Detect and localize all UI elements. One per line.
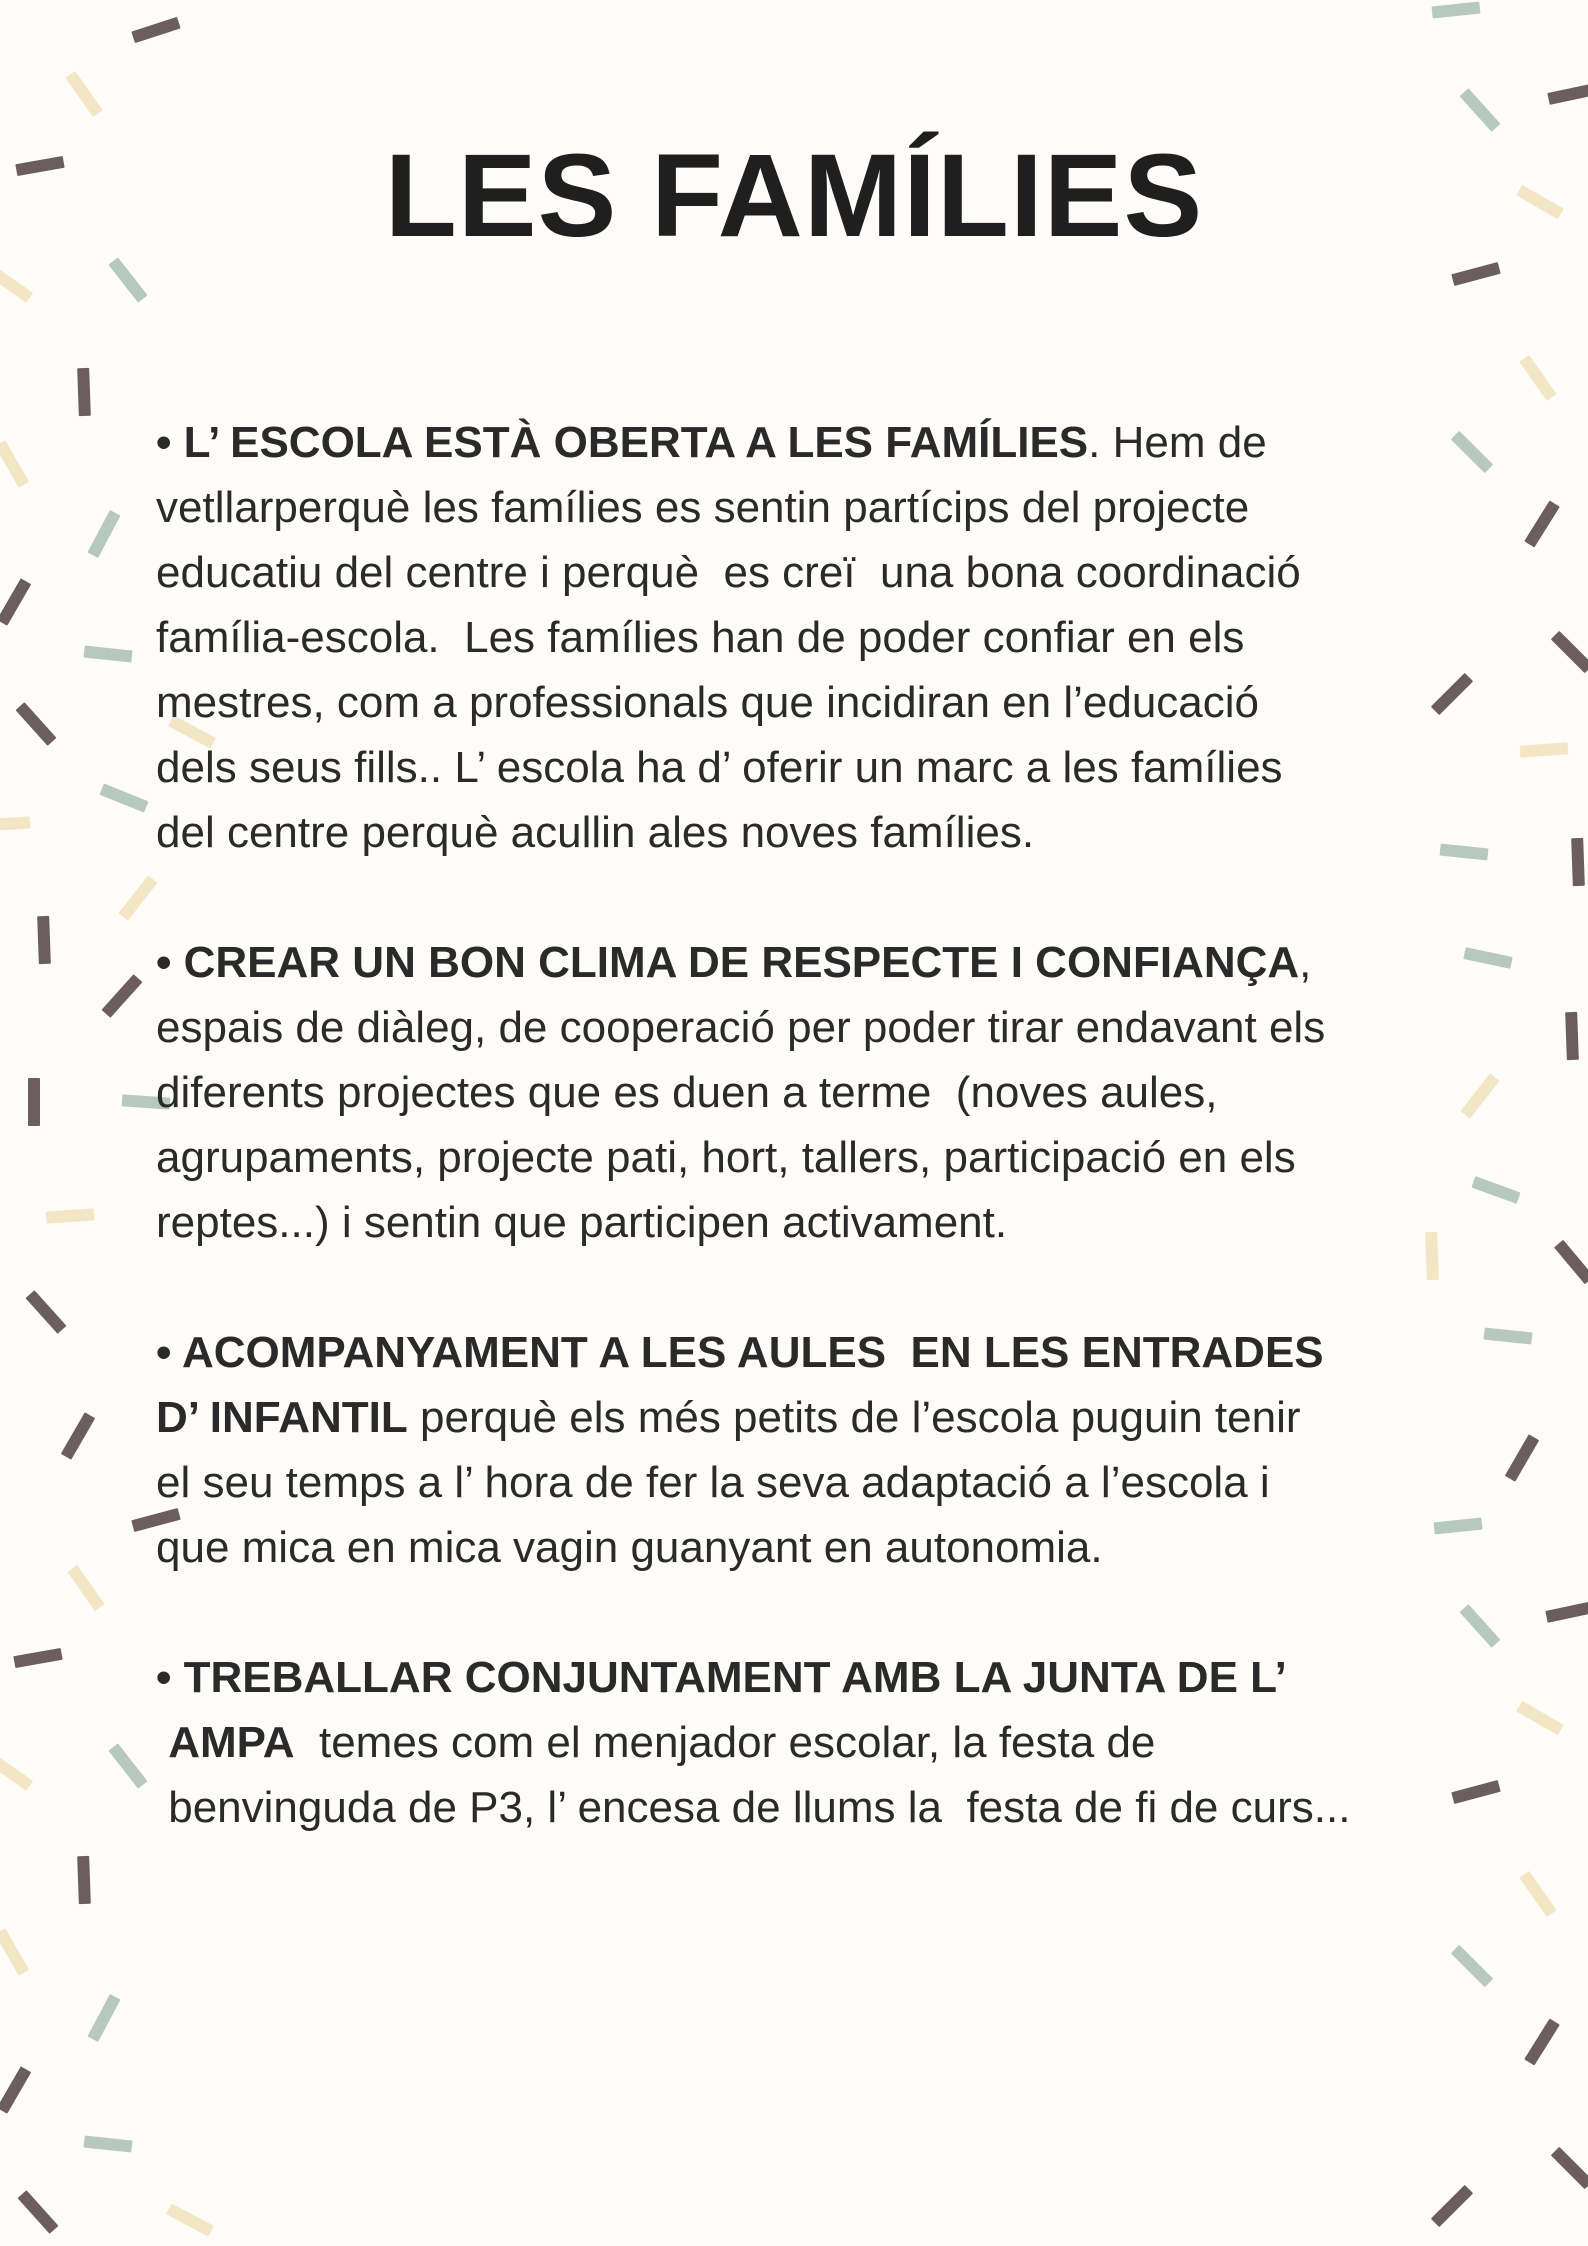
confetti-dash [1460,1073,1499,1118]
confetti-dash [1459,88,1500,132]
confetti-dash [1451,262,1500,286]
confetti-dash [1519,1871,1556,1917]
paragraph-lead: • TREBALLAR CONJUNTAMENT AMB LA JUNTA DE L’ AMPA [156,1653,1287,1767]
confetti-dash [46,1208,95,1223]
confetti-dash [166,2203,214,2236]
confetti-dash [17,2190,58,2234]
confetti-dash [84,2136,133,2153]
confetti-dash [1554,1240,1588,1284]
confetti-dash [108,257,147,302]
paragraph-classroom-support [156,1320,1456,1580]
confetti-dash [25,1290,66,1334]
paragraph-ampa-work [156,1645,1456,1840]
confetti-dash [13,1648,62,1668]
confetti-dash [1484,1328,1533,1345]
confetti-dash [84,646,133,663]
confetti-dash [0,1753,33,1790]
confetti-dash [0,440,29,488]
confetti-dash [0,2066,31,2114]
confetti-dash [1459,1604,1500,1648]
confetti-dash [28,1078,40,1126]
confetti-dash [1451,1945,1493,1987]
confetti-dash [118,875,157,920]
confetti-dash [108,1743,147,1788]
confetti-dash [1463,947,1512,969]
confetti-dash [1519,355,1556,401]
confetti-dash [1520,742,1569,757]
confetti-dash [67,1565,104,1611]
paragraph-lead: • L’ ESCOLA ESTÀ OBERTA A LES FAMÍLIES [156,418,1089,467]
confetti-dash [65,71,102,117]
paragraph-lead: • ACOMPANYAMENT A LES AULES EN LES ENTRADES D’ INFANTIL [156,1328,1324,1442]
confetti-dash [61,1412,95,1460]
confetti-dash [1551,2147,1588,2189]
confetti-dash [101,974,142,1018]
confetti-dash [1524,2018,1560,2065]
paragraph-respect-climate [156,930,1456,1255]
paragraph-text: . Hem de vetllarperquè les famílies es sentin partícips del projecte educatiu del centre i perquè es creï una bona coordinació família-escola. Les famílies han de poder confiar en els mestres, com a professionals que incidiran en l’educació dels seus fills.. L’ escola ha d’ oferir un marc a les famílies del centre perquè acullin ales noves famílies. [156,418,1301,857]
paragraph-list [156,410,1456,1840]
confetti-dash [99,783,148,812]
paragraph-lead: • CREAR UN BON CLIMA DE RESPECTE I CONFIANÇA [156,938,1300,987]
confetti-dash [77,368,91,416]
page-title: LES FAMÍLIES [384,130,1204,262]
confetti-dash [1432,2,1481,19]
confetti-dash [1471,1176,1520,1204]
confetti-dash [1571,838,1585,886]
confetti-dash [37,916,51,964]
confetti-dash [1431,2185,1473,2227]
confetti-dash [87,1994,120,2042]
paragraph-text: perquè els més petits de l’escola puguin tenir el seu temps a l’ hora de fer la seva adaptació a l’escola i que mica en mica vagin guanyant en autonomia. [156,1393,1301,1572]
confetti-dash [0,265,33,302]
confetti-dash [0,816,30,831]
confetti-dash [77,1856,91,1904]
confetti-dash [1505,1434,1539,1482]
paragraph-text: temes com el menjador escolar, la festa de benvinguda de P3, l’ encesa de llums la festa de fi de curs... [168,1718,1351,1832]
confetti-dash [87,510,120,558]
confetti-dash [0,1928,29,1976]
confetti-dash [1524,500,1560,547]
confetti-dash [1565,1012,1579,1060]
paragraph-open-school [156,410,1456,865]
confetti-dash [1547,83,1588,105]
confetti-dash [1451,1780,1500,1804]
confetti-dash [1516,1701,1564,1735]
confetti-dash [1551,631,1588,673]
confetti-dash [0,578,31,626]
confetti-dash [1545,1601,1588,1623]
confetti-dash [131,17,180,43]
confetti-dash [15,702,56,746]
paragraph-text: , espais de diàleg, de cooperació per poder tirar endavant els diferents projectes que es duen a terme (noves aules, agrupaments, projecte pati, hort, tallers, participació en els reptes...) i sentin que participen activament. [156,938,1326,1247]
confetti-dash [1451,431,1493,473]
